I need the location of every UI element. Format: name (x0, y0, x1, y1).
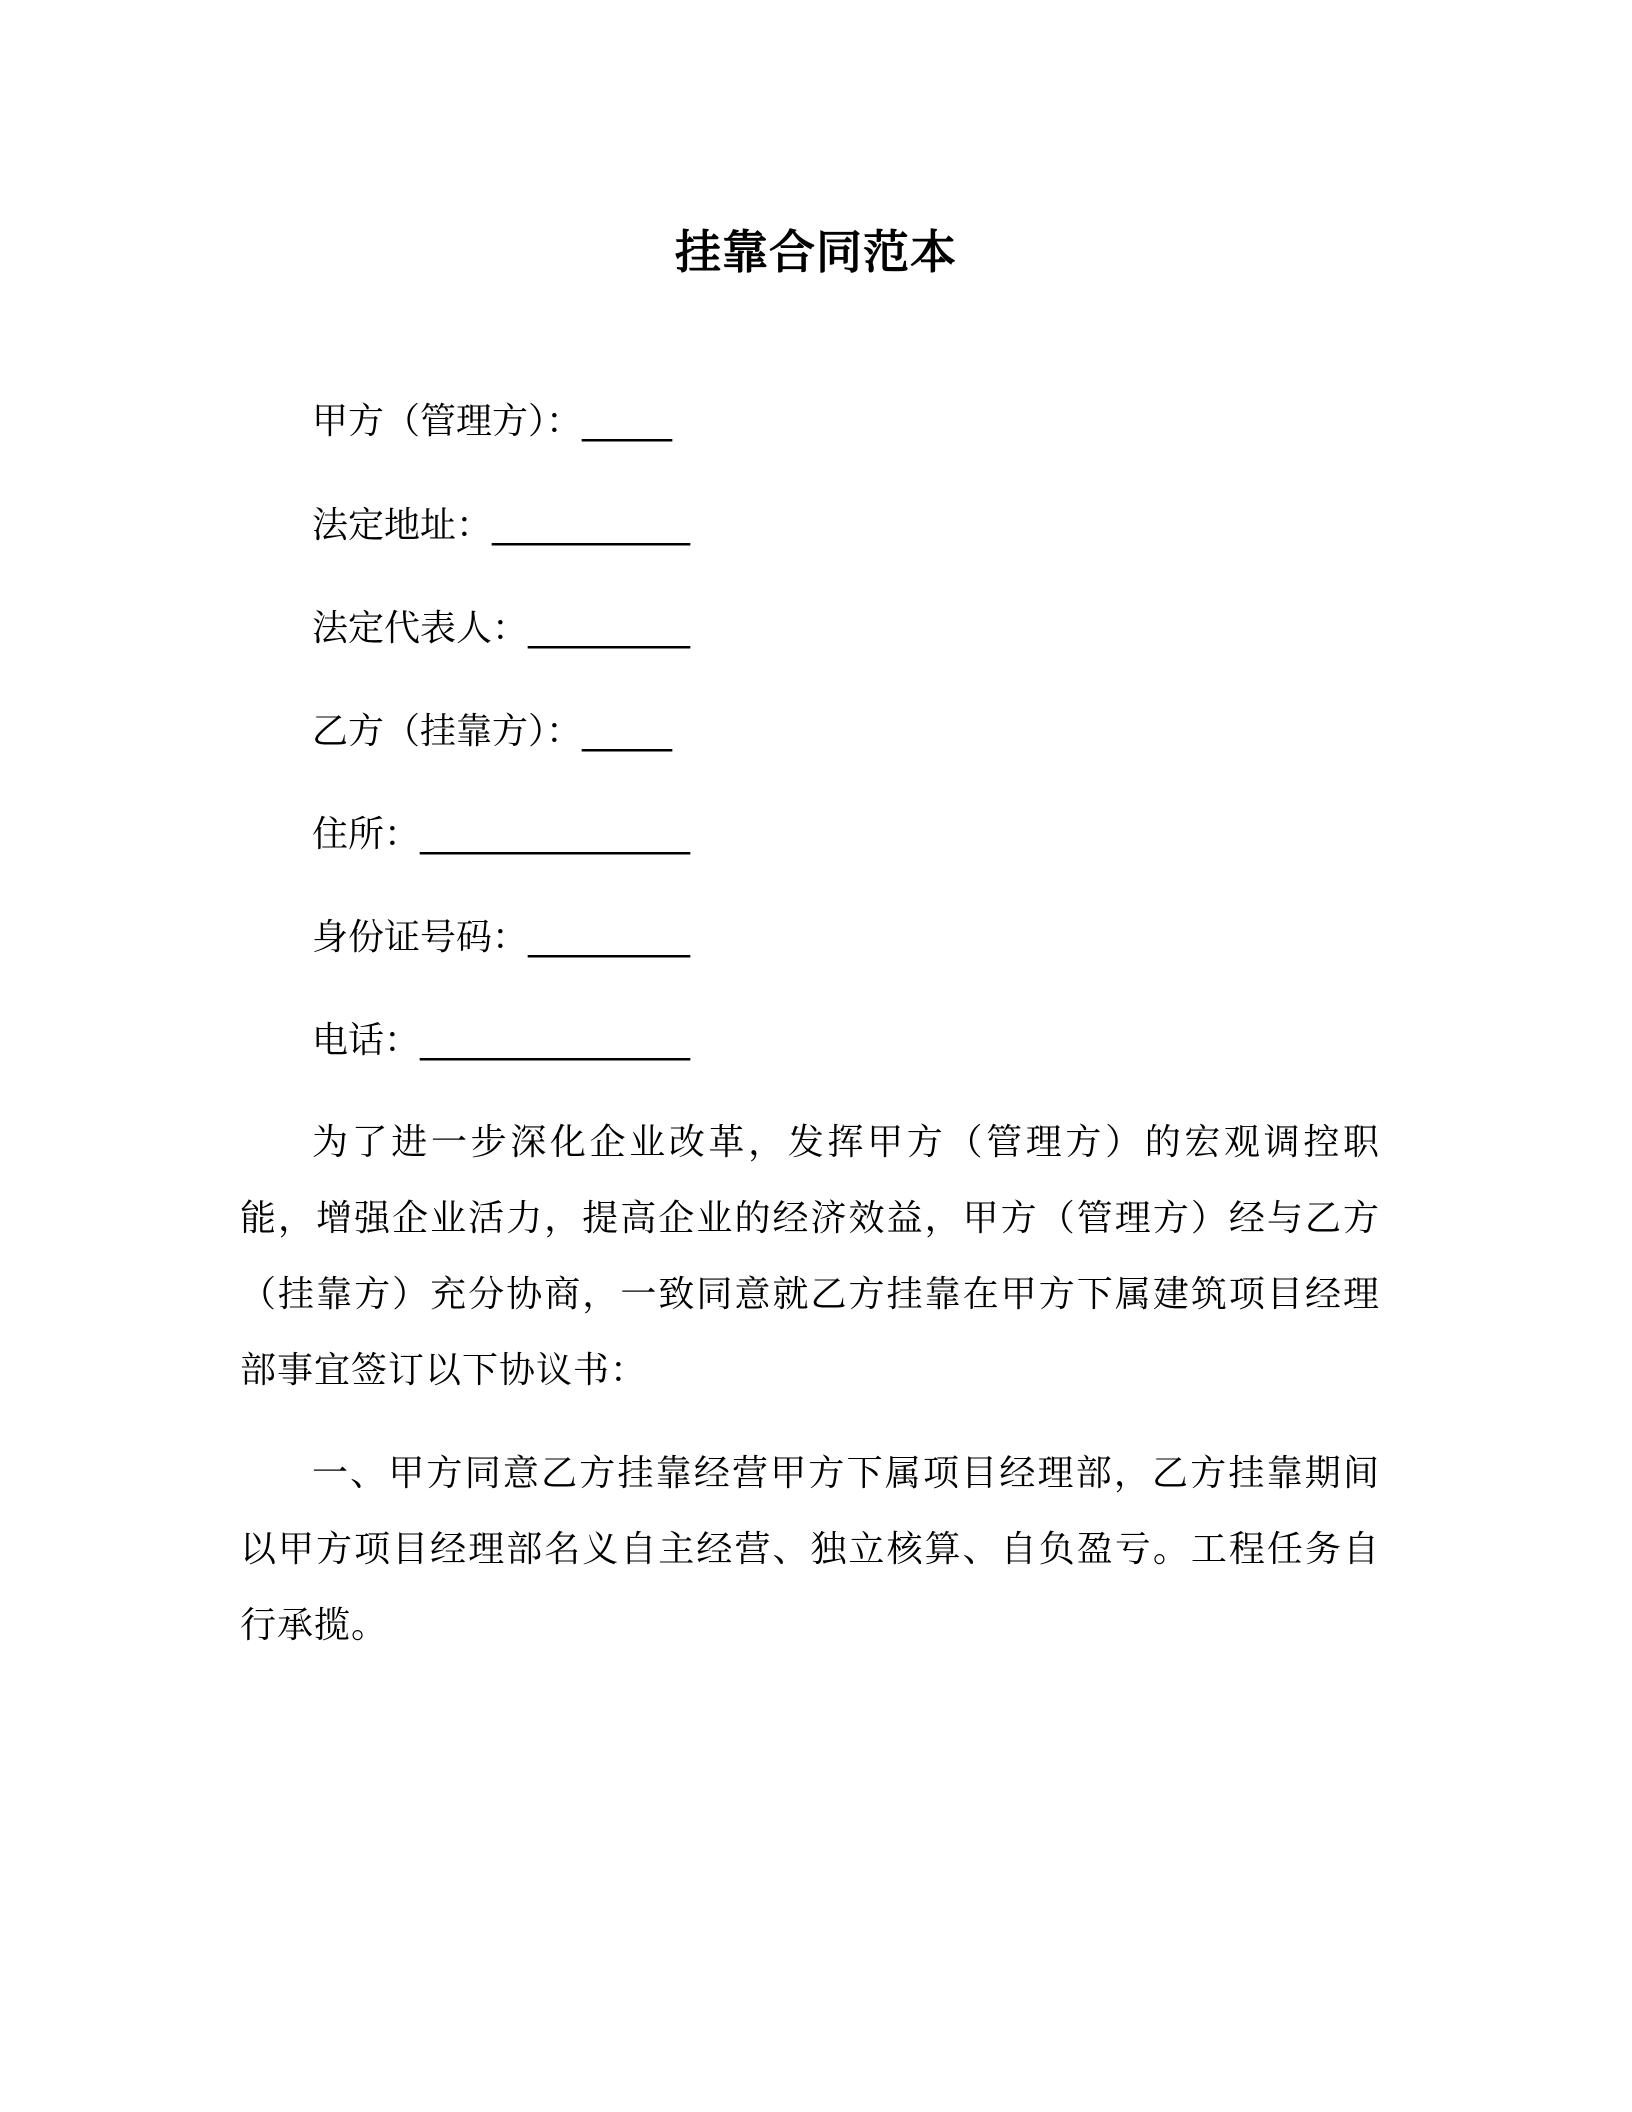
residence-field (312, 811, 690, 859)
legal-address-field (312, 502, 690, 550)
document-title: 挂靠合同范本 (675, 225, 957, 279)
legal-representative-label: 法定代表人： (312, 608, 529, 649)
legal-representative-blank: _________ (528, 608, 691, 649)
residence-label: 住所： (312, 814, 421, 855)
id-number-blank: _________ (528, 917, 691, 958)
intro-paragraph: 为了进一步深化企业改革，发挥甲方（管理方）的宏观调控职能，增强企业活力，提高企业的经济效益，甲方（管理方）经与乙方（挂靠方）充分协商，一致同意就乙方挂靠在甲方下属建筑项目经理部事宜签订以下协议书： (240, 1122, 1380, 1391)
phone-blank: _______________ (420, 1020, 691, 1061)
party-a-field (312, 398, 672, 446)
phone-field (312, 1017, 690, 1065)
phone-label: 电话： (312, 1020, 421, 1061)
party-b-label: 乙方（挂靠方）： (312, 711, 583, 752)
id-number-field (312, 914, 690, 962)
id-number-label: 身份证号码： (312, 917, 529, 958)
legal-address-label: 法定地址： (312, 505, 493, 546)
party-b-blank: _____ (582, 711, 673, 752)
legal-address-blank: ___________ (492, 505, 691, 546)
party-a-blank: _____ (582, 401, 673, 442)
party-a-label: 甲方（管理方）： (312, 401, 583, 442)
legal-representative-field (312, 605, 690, 653)
party-b-field (312, 708, 672, 756)
clause-1-paragraph: 一、甲方同意乙方挂靠经营甲方下属项目经理部，乙方挂靠期间以甲方项目经理部名义自主经营、独立核算、自负盈亏。工程任务自行承揽。 (240, 1453, 1380, 1646)
residence-blank: _______________ (420, 814, 691, 855)
